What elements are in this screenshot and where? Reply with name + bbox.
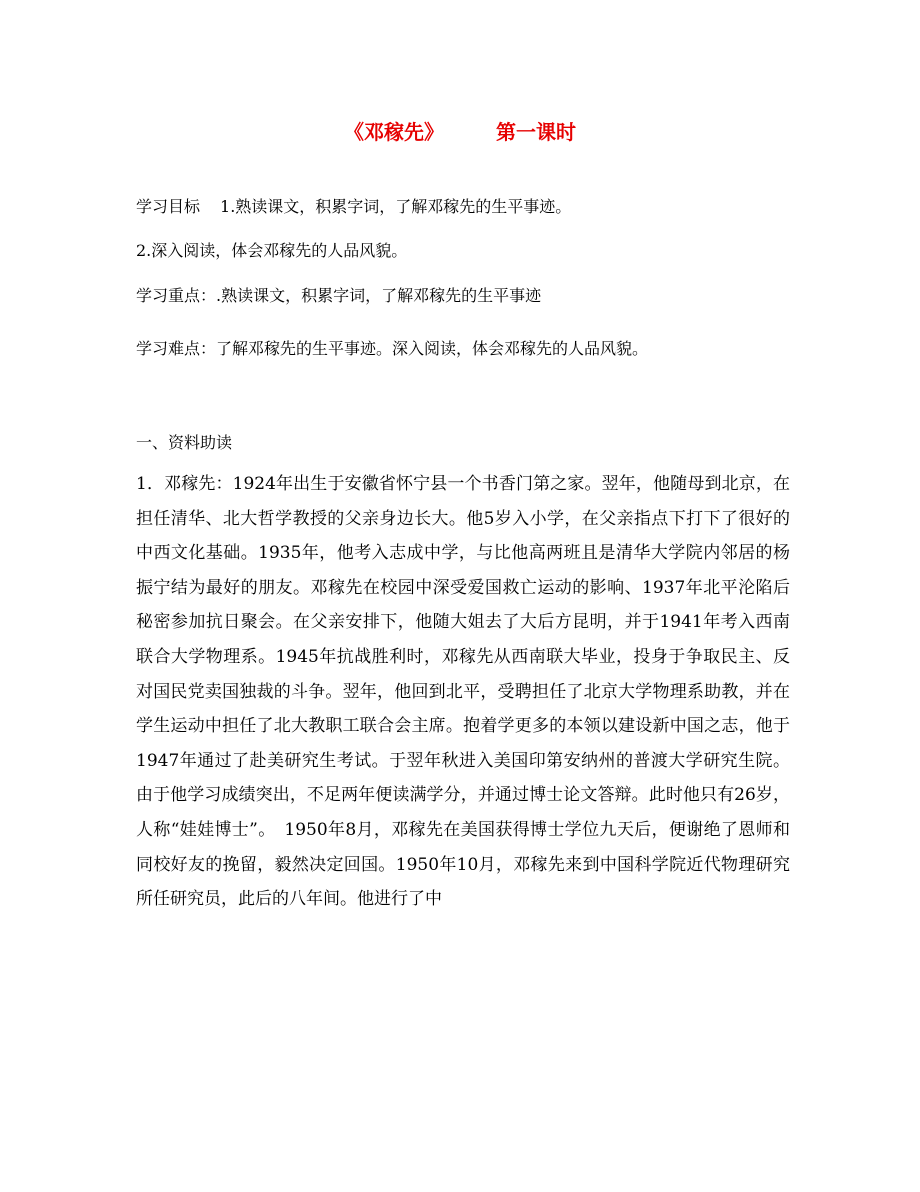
- difficult-points: 学习难点：了解邓稼先的生平事迹。深入阅读，体会邓稼先的人品风貌。: [136, 339, 649, 358]
- title-lesson-name: 《邓稼先》: [344, 120, 444, 144]
- title-period: 第一课时: [496, 120, 576, 144]
- key-points: 学习重点：.熟读课文，积累字词，了解邓稼先的生平事迹: [136, 286, 542, 305]
- learning-goals-label: 学习目标: [136, 197, 201, 216]
- section-heading: 一、资料助读: [136, 433, 233, 452]
- learning-goal-1: 1.熟读课文，积累字词，了解邓稼先的生平事迹。: [220, 197, 572, 216]
- learning-goal-2: 2.深入阅读，体会邓稼先的人品风貌。: [136, 241, 408, 260]
- page-title: [0, 116, 920, 145]
- learning-goals-line: [136, 194, 571, 217]
- reference-paragraph: 1．邓稼先：1924年出生于安徽省怀宁县一个书香门第之家。翌年，他随母到北京，在担任清华、北大哲学教授的父亲身边长大。他5岁入小学，在父亲指点下打下了很好的中西文化基础。1935年，他考入志成中学，与比他高两班且是清华大学院内邻居的杨振宁结为最好的朋友。邓稼先在校园中深受爱国救亡运动的影响、1937年北平沦陷后秘密参加抗日聚会。在父亲安排下，他随大姐去了大后方昆明，并于1941年考入西南联合大学物理系。1945年抗战胜利时，邓稼先从西南联大毕业，投身于争取民主、反对国民党卖国独裁的斗争。翌年，他回到北平，受聘担任了北京大学物理系助教，并在学生运动中担任了北大教职工联合会主席。抱着学更多的本领以建设新中国之志，他于1947年通过了赴美研究生考试。于翌年秋进入美国印第安纳州的普渡大学研究生院。由于他学习成绩突出，不足两年便读满学分，并通过博士论文答辩。此时他只有26岁，人称“娃娃博士”。 1950年8月，邓稼先在美国获得博士学位九天后，便谢绝了恩师和同校好友的挽留，毅然决定回国。1950年10月，邓稼先来到中国科学院近代物理研究所任研究员，此后的八年间。他进行了中: [136, 474, 790, 910]
